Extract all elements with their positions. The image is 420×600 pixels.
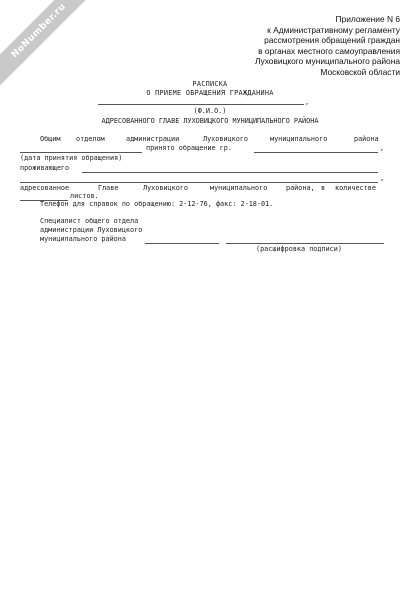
- body-word: Общим: [40, 135, 61, 143]
- body-word: отделом: [76, 135, 105, 143]
- sheets-label: листов.: [70, 192, 99, 200]
- receipt-title: РАСПИСКА: [192, 80, 228, 88]
- body-word: муниципального: [270, 135, 328, 143]
- fio-caption: (Ф.И.О.): [193, 107, 227, 115]
- date-caption: (дата принятия обращения): [20, 154, 123, 162]
- body-word: адресованное: [20, 184, 70, 192]
- receipt-subtitle: О ПРИЕМЕ ОБРАЩЕНИЯ ГРАЖДАНИНА: [146, 89, 274, 97]
- body-word: администрации: [126, 135, 180, 143]
- citizen-comma: ,: [380, 144, 385, 152]
- appendix-line: рассмотрения обращений граждан: [264, 35, 400, 46]
- appendix-line: Московской области: [320, 66, 400, 77]
- phone-info: Телефон для справок по обращению: 2-12-76, факс: 2-18-01.: [40, 200, 274, 208]
- residing-label: проживающего: [20, 164, 70, 172]
- signature-title-line: администрации Луховицкого: [40, 226, 143, 234]
- citizen-name-underline: [254, 152, 378, 153]
- signature-title-line: муниципального района: [40, 235, 126, 243]
- address-underline-2: [20, 182, 378, 183]
- body-word: муниципального: [210, 184, 268, 192]
- appendix-line: Приложение N 6: [335, 14, 400, 24]
- body-word: количестве: [335, 184, 376, 192]
- appendix-line: Луховицкого муниципального района: [254, 56, 400, 67]
- appendix-line: в органах местного самоуправления: [258, 45, 400, 56]
- address-underline-1: [82, 172, 378, 173]
- body-word: в: [321, 184, 326, 192]
- date-underline: [20, 152, 142, 153]
- body-word: района: [354, 135, 379, 143]
- addressed-heading: АДРЕСОВАННОГО ГЛАВЕ ЛУХОВИЦКОГО МУНИЦИПАЛЬНОГО РАЙОНА: [101, 117, 319, 125]
- body-word: района,: [286, 184, 315, 192]
- appendix-header: [160, 14, 400, 78]
- address-comma: ,: [380, 174, 385, 182]
- signature-caption: (расшифровка подписи): [256, 245, 342, 253]
- signature-underline: [145, 243, 219, 244]
- appendix-line: к Административному регламенту: [267, 24, 400, 35]
- watermark-ribbon: [0, 0, 100, 92]
- signature-decoding-underline: [226, 243, 384, 244]
- fio-underline: [98, 104, 304, 105]
- body-word: Главе: [98, 184, 119, 192]
- body-word: Луховицкого: [143, 184, 189, 192]
- accepted-label: принято обращение гр.: [146, 144, 232, 152]
- signature-title-line: Специалист общего отдела: [40, 217, 139, 225]
- fio-comma: ,: [305, 98, 310, 106]
- body-word: Луховицкого: [203, 135, 249, 143]
- watermark-text: NoNumber.ru: [9, 1, 69, 61]
